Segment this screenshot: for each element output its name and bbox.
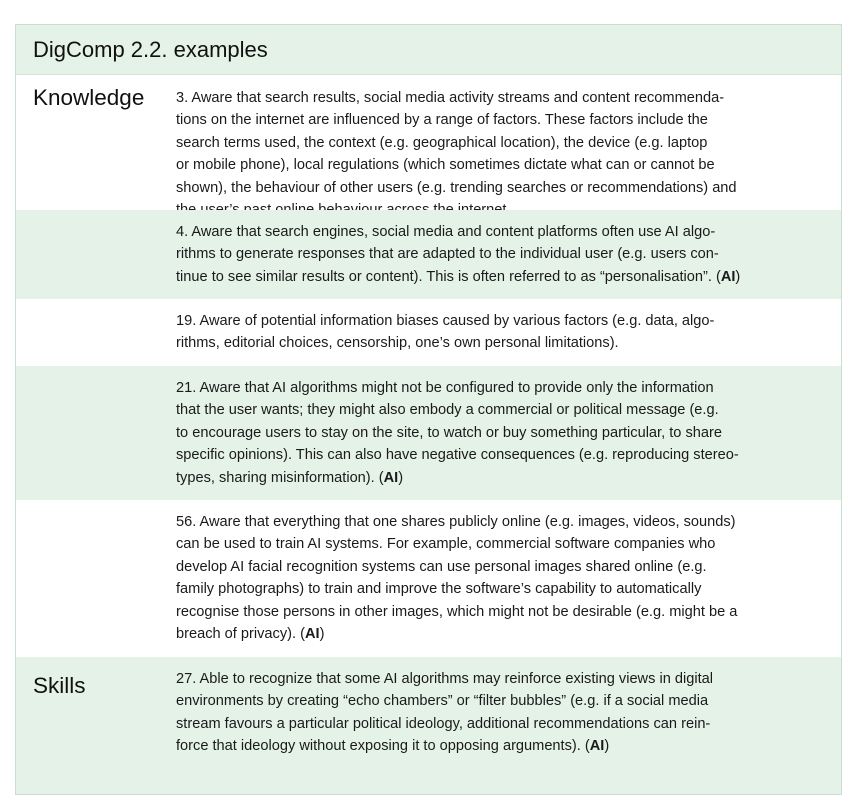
ai-tag: AI xyxy=(304,626,320,643)
category-label-knowledge: Knowledge xyxy=(33,85,145,110)
ai-tag: AI xyxy=(589,738,605,755)
example-text: 4. Aware that search engines, social media and content platforms often use AI algo- rithms to generate responses that are adapted to the individual user (e.g. users con- tinue to see similar results or content). This is often referred to as “personalisation”. (AI) xyxy=(176,224,741,285)
example-text: 56. Aware that everything that one shares publicly online (e.g. images, videos, sounds) can be used to train AI systems. For example, commercial software companies who develop AI facial recognition systems can use personal images shared online (e.g. family photographs) to train and improve the software’s capability to automatically recognise those persons in other images, which might not be desirable (e.g. might be a breach of privacy). (AI) xyxy=(176,514,738,643)
table-row xyxy=(16,500,841,657)
table-row xyxy=(16,299,841,366)
table-row xyxy=(16,210,841,299)
example-text: 21. Aware that AI algorithms might not be configured to provide only the information that the user wants; they might also embody a commercial or political message (e.g. to encourage users to stay on the site, to watch or buy something particular, to share specific opinions). This can also have negative consequences (e.g. reproducing stereo- types, sharing misinformation). (AI) xyxy=(176,380,739,486)
ai-tag: AI xyxy=(383,469,399,486)
example-text: 3. Aware that search results, social media activity streams and content recommenda- tions on the internet are influenced by a range of factors. These factors include the search terms used, the context (e.g. geographical location), the device (e.g. laptop or mobile phone), local regulations (which sometimes dictate what can or cannot be shown), the behaviour of other users (e.g. trending searches or recommendations) and xyxy=(176,90,737,196)
ai-tag: AI xyxy=(720,268,736,285)
table-title: DigComp 2.2. examples xyxy=(16,25,841,75)
table-row xyxy=(16,657,841,794)
category-label-skills: Skills xyxy=(33,673,86,698)
table-row xyxy=(16,366,841,500)
example-text: 19. Aware of potential information biases caused by various factors (e.g. data, algo- rithms, editorial choices, censorship, one’s own personal limitations). xyxy=(176,313,715,352)
table-row xyxy=(16,75,841,210)
example-text: 27. Able to recognize that some AI algorithms may reinforce existing views in digital environments by creating “echo chambers” or “filter bubbles” (e.g. if a social media stream favours a particular political ideology, additional recommendations can rein- force that ideology without exposing it to opposing arguments). (AI) xyxy=(176,671,713,755)
examples-table xyxy=(15,24,842,795)
